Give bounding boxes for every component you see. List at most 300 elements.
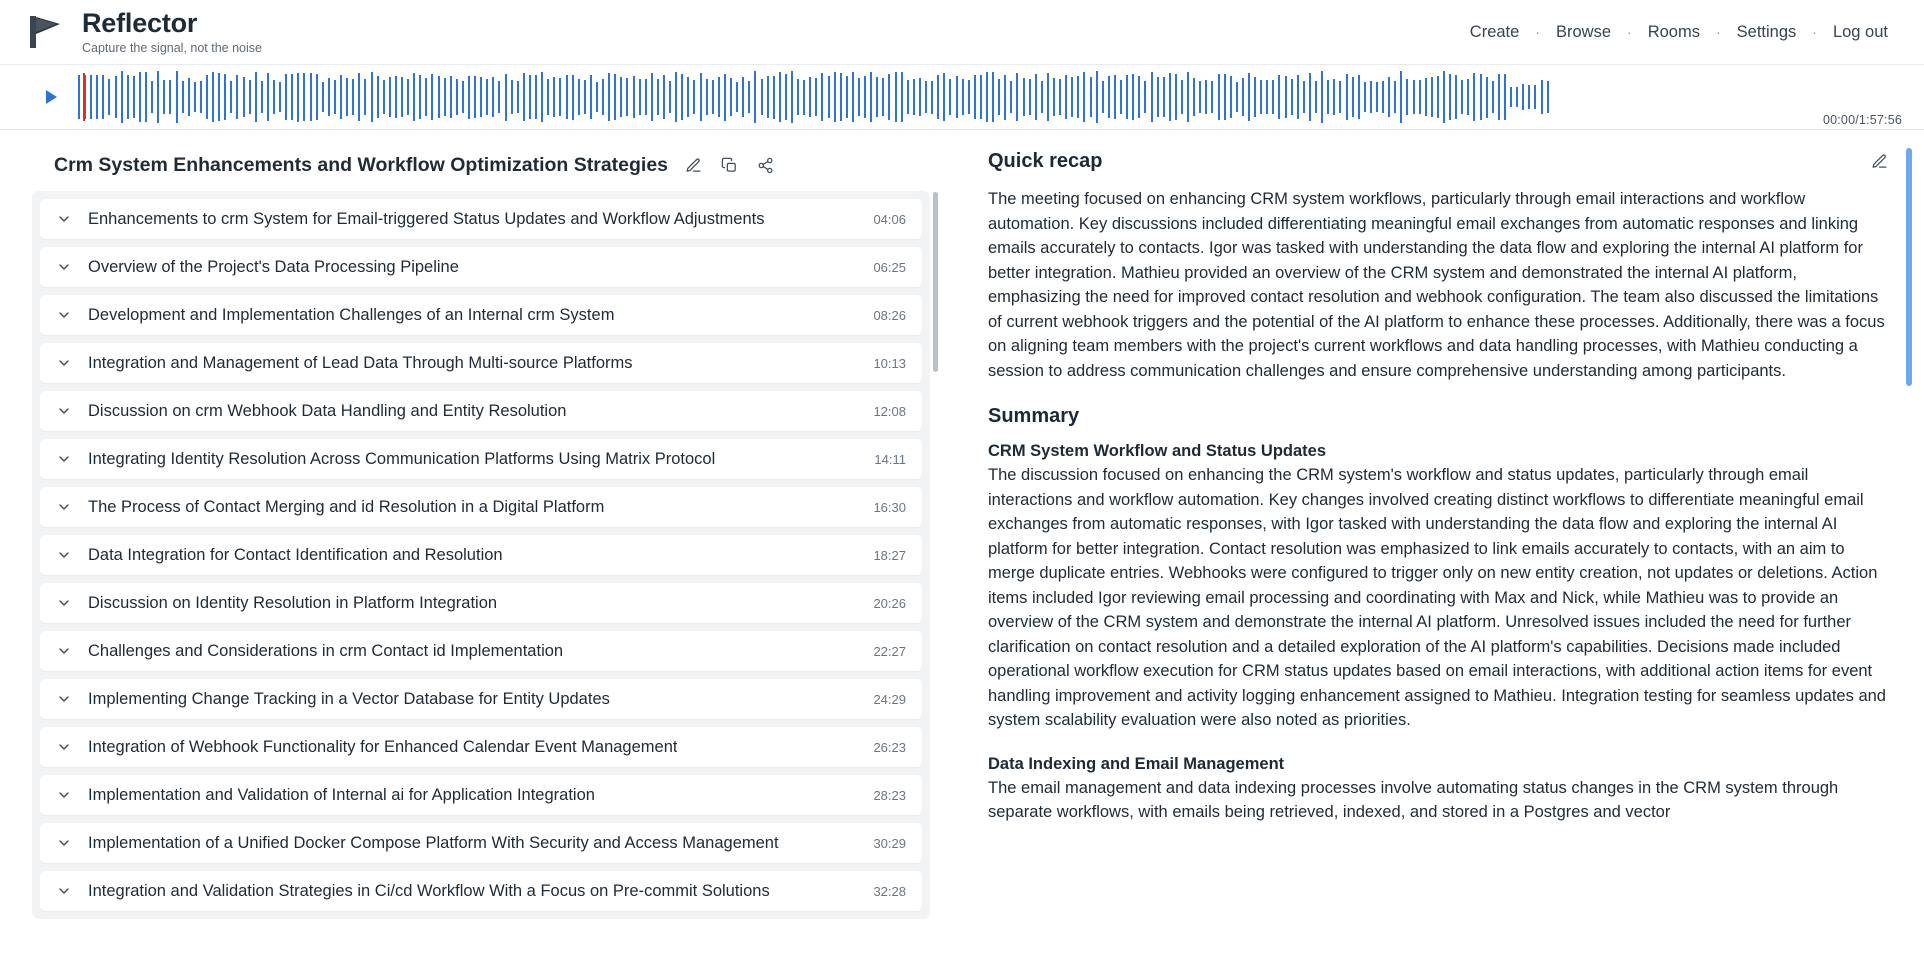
chapter-timestamp: 22:27 bbox=[873, 643, 906, 659]
waveform-bar bbox=[931, 81, 933, 114]
summary-section-text: The discussion focused on enhancing the CRM system's workflow and status updates, particularly through email interactions and workflow automation. Key changes involved creating distinct workflows to differentiate meaningful email exchanges from automatic responses, with Igor tasked with understanding the data flow and exploring the internal AI platform for better integration. Contact resolution was emphasized to link emails accurately to contacts, with an aim to merge duplicate entries. Webhooks were configured to trigger only on new entity creation, not updates or deletions. Action items included Igor reviewing email processing and coordinating with Max and Nick, while Mathieu was to provide an overview of the CRM system and demonstrate the internal AI platform. Unresolved issues included the need for further clarification on contact resolution and a detailed exploration of the AI platform's capabilities. Decisions made included operational workflow execution for CRM status updates based on email interactions, with additional action items for event handling improvement and activity logging enhancement assigned to Mathieu. Integration testing for seamless updates and system scalability evaluation were also noted as priorities. bbox=[988, 466, 1886, 729]
chapter-label: Implementation of a Unified Docker Compose Platform With Security and Access Management bbox=[88, 833, 779, 852]
chapter-label: Implementation and Validation of Internal ai for Application Integration bbox=[88, 785, 595, 804]
waveform-bar bbox=[139, 72, 141, 121]
waveform-bar bbox=[188, 78, 190, 116]
waveform-bar bbox=[736, 82, 738, 112]
waveform-bar bbox=[1041, 81, 1043, 113]
waveform-bar bbox=[364, 79, 366, 116]
waveform-bar bbox=[1242, 78, 1244, 117]
waveform-bar bbox=[1504, 74, 1506, 120]
waveform-bar bbox=[346, 78, 348, 116]
waveform-bar bbox=[1467, 79, 1469, 115]
waveform-bar bbox=[358, 73, 360, 120]
waveform-bar bbox=[163, 80, 165, 115]
chapter-label: Implementing Change Tracking in a Vector Database for Entity Updates bbox=[88, 689, 610, 708]
nav-separator: · bbox=[1627, 24, 1632, 40]
waveform-bar bbox=[1547, 81, 1549, 114]
waveform-bar bbox=[1406, 79, 1408, 116]
chapter-timestamp: 12:08 bbox=[873, 403, 906, 419]
waveform-bar bbox=[626, 78, 628, 116]
waveform-bar bbox=[1053, 78, 1055, 116]
chapter-label: Integration and Validation Strategies in Ci/cd Workflow With a Focus on Pre-commit Solutions bbox=[88, 881, 770, 900]
chapter-row[interactable] bbox=[40, 775, 922, 815]
waveform-bar bbox=[1339, 81, 1341, 113]
chapters-pane bbox=[0, 130, 952, 964]
chevron-down-icon[interactable] bbox=[54, 737, 74, 757]
waveform-bar bbox=[1108, 76, 1110, 119]
chapter-row[interactable] bbox=[40, 487, 922, 527]
waveform-bar bbox=[1413, 80, 1415, 113]
waveform-bar bbox=[505, 74, 507, 121]
chapter-timestamp: 30:29 bbox=[873, 835, 906, 851]
waveform-bar bbox=[1419, 80, 1421, 115]
waveform-bar bbox=[693, 80, 695, 114]
waveform-bar bbox=[773, 76, 775, 119]
chapter-row[interactable] bbox=[40, 727, 922, 767]
waveform-bar bbox=[474, 76, 476, 118]
waveform-bar bbox=[846, 76, 848, 117]
waveform-bar bbox=[90, 75, 92, 119]
waveform-bar bbox=[1248, 73, 1250, 121]
waveform-bar bbox=[273, 80, 275, 113]
waveform-bar bbox=[1083, 72, 1085, 123]
chapter-timestamp: 08:26 bbox=[873, 307, 906, 323]
main-nav bbox=[1464, 21, 1894, 44]
chevron-down-icon[interactable] bbox=[54, 401, 74, 421]
waveform-bar bbox=[651, 73, 653, 122]
waveform-bar bbox=[1205, 80, 1207, 115]
waveform-bar bbox=[1492, 81, 1494, 113]
waveform-bar bbox=[115, 76, 117, 118]
chapter-timestamp: 28:23 bbox=[873, 787, 906, 803]
chapter-row[interactable] bbox=[40, 295, 922, 335]
chapter-row[interactable] bbox=[40, 391, 922, 431]
summary-heading: Summary bbox=[988, 405, 1080, 427]
chapter-row[interactable] bbox=[40, 439, 922, 479]
waveform-bar bbox=[285, 74, 287, 120]
chapter-timestamp: 10:13 bbox=[873, 355, 906, 371]
chevron-down-icon[interactable] bbox=[54, 689, 74, 709]
chevron-down-icon[interactable] bbox=[54, 593, 74, 613]
waveform-bar bbox=[1181, 80, 1183, 114]
waveform-bar bbox=[858, 78, 860, 117]
waveform-bar bbox=[925, 81, 927, 112]
waveform-bar bbox=[310, 73, 312, 121]
chevron-down-icon[interactable] bbox=[54, 881, 74, 901]
app-header bbox=[0, 0, 1924, 64]
chevron-down-icon[interactable] bbox=[54, 449, 74, 469]
waveform-bar bbox=[425, 78, 427, 116]
waveform-bar bbox=[121, 71, 123, 123]
waveform-bar bbox=[949, 79, 951, 114]
waveform-bar bbox=[1144, 81, 1146, 112]
waveform-bar bbox=[901, 72, 903, 121]
waveform-bar bbox=[1157, 77, 1159, 118]
waveform-bar bbox=[1394, 81, 1396, 112]
waveform-bar bbox=[888, 74, 890, 120]
waveform-bar bbox=[1059, 79, 1061, 115]
waveform-bar bbox=[1169, 73, 1171, 121]
chapter-timestamp: 32:28 bbox=[873, 883, 906, 899]
waveform-bar bbox=[267, 73, 269, 121]
waveform-bar bbox=[895, 72, 897, 122]
waveform-bar bbox=[840, 73, 842, 120]
chapter-label: Discussion on Identity Resolution in Platform Integration bbox=[88, 593, 498, 612]
waveform-bar bbox=[1388, 77, 1390, 118]
waveform-bar bbox=[992, 72, 994, 122]
chapter-label: Overview of the Project's Data Processing Pipeline bbox=[88, 257, 459, 276]
chapter-label: The Process of Contact Merging and id Resolution in a Digital Platform bbox=[88, 497, 605, 516]
waveform-bar bbox=[1327, 80, 1329, 113]
chapter-row[interactable] bbox=[40, 199, 922, 239]
waveform-bar bbox=[974, 75, 976, 118]
chapter-label: Development and Implementation Challenges of an Internal crm System bbox=[88, 305, 615, 324]
waveform-bar bbox=[108, 79, 110, 116]
waveform-bar bbox=[194, 82, 196, 113]
waveform-bar bbox=[834, 72, 836, 123]
waveform-bar bbox=[1382, 81, 1384, 114]
waveform-bar bbox=[389, 77, 391, 117]
audio-player-bar bbox=[0, 64, 1924, 130]
waveform-bar bbox=[1199, 81, 1201, 113]
summary-section-heading: CRM System Workflow and Status Updates bbox=[988, 442, 1327, 460]
waveform-bar bbox=[584, 80, 586, 114]
waveform-bar bbox=[243, 77, 245, 118]
share-icon[interactable] bbox=[754, 155, 776, 177]
waveform-bar bbox=[1218, 74, 1220, 121]
waveform-bar bbox=[876, 77, 878, 117]
brand-block bbox=[82, 9, 262, 54]
waveform-bar bbox=[943, 73, 945, 121]
waveform-bar bbox=[407, 79, 409, 116]
summary-section-text: The email management and data indexing processes involve automating status changes in the CRM system through separate workflows, with emails being retrieved, indexed, and stored in a Postgres and vector bbox=[988, 778, 1839, 821]
timecode-label: 00:00/1:57:56 bbox=[1822, 113, 1902, 127]
chapter-row[interactable] bbox=[40, 679, 922, 719]
waveform-bar bbox=[907, 80, 909, 114]
chapter-row[interactable] bbox=[40, 535, 922, 575]
chapter-row[interactable] bbox=[40, 583, 922, 623]
chapter-list[interactable] bbox=[32, 191, 930, 919]
waveform-bar bbox=[462, 81, 464, 113]
waveform-bar bbox=[303, 73, 305, 121]
waveform-bar bbox=[230, 81, 232, 112]
waveform-bar bbox=[602, 79, 604, 115]
waveform-bar bbox=[383, 80, 385, 114]
waveform-bar bbox=[913, 79, 915, 114]
waveform-bar bbox=[1224, 74, 1226, 121]
chapter-timestamp: 26:23 bbox=[873, 739, 906, 755]
chevron-down-icon[interactable] bbox=[54, 545, 74, 565]
waveform-bar bbox=[1090, 77, 1092, 117]
quick-recap-text: The meeting focused on enhancing CRM system workflows, particularly through email interactions and workflow automation. Key discussions included differentiating meaningful email exchanges from automatic responses and linking emails accurately to contacts. Igor was tasked with understanding the data flow and exploring the internal AI platform for better integration. Mathieu provided an overview of the CRM system and demonstrated the internal AI platform, emphasizing the need for improved contact resolution and webhook configuration. The team also discussed the limitations of current webhook triggers and the potential of the AI platform to enhance these processes. Additionally, there was a focus on aligning team members with the project's current workflows and data handling processes, with Mathieu conducting a session to address communication challenges and ensure comprehensive understanding among participants. bbox=[988, 190, 1885, 380]
waveform-bar bbox=[1541, 80, 1543, 115]
chapter-timestamp: 16:30 bbox=[873, 499, 906, 515]
waveform-bar bbox=[620, 77, 622, 117]
chapter-row[interactable] bbox=[40, 343, 922, 383]
waveform-bar bbox=[578, 79, 580, 114]
chevron-down-icon[interactable] bbox=[54, 305, 74, 325]
waveform-bar bbox=[1071, 77, 1073, 117]
waveform-bar bbox=[706, 79, 708, 115]
waveform-bar bbox=[523, 73, 525, 122]
waveform-bar bbox=[1376, 82, 1378, 112]
waveform-bar bbox=[200, 81, 202, 113]
waveform-bar bbox=[224, 74, 226, 120]
waveform-bar bbox=[608, 73, 610, 120]
waveform-bar bbox=[176, 71, 178, 123]
waveform-bar bbox=[133, 76, 135, 118]
waveform-bar bbox=[718, 77, 720, 117]
waveform-bar bbox=[1437, 76, 1439, 117]
chapter-timestamp: 20:26 bbox=[873, 595, 906, 611]
waveform-bar bbox=[998, 79, 1000, 114]
chapter-label: Enhancements to crm System for Email-triggered Status Updates and Workflow Adjustments bbox=[88, 209, 765, 228]
summary-section-heading: Data Indexing and Email Management bbox=[988, 754, 1285, 773]
waveform-bar bbox=[1096, 71, 1098, 123]
waveform-bar bbox=[1309, 73, 1311, 122]
brand-title: Reflector bbox=[82, 8, 198, 39]
copy-icon[interactable] bbox=[718, 155, 740, 177]
waveform-bar bbox=[590, 75, 592, 119]
waveform-bar bbox=[1443, 71, 1445, 123]
waveform-bar bbox=[1077, 76, 1079, 118]
waveform-bar bbox=[401, 77, 403, 116]
waveform-bar bbox=[316, 74, 318, 120]
waveform-bar bbox=[1236, 82, 1238, 112]
waveform-bar bbox=[297, 73, 299, 122]
chapter-label: Data Integration for Contact Identification and Resolution bbox=[88, 545, 503, 564]
chevron-down-icon[interactable] bbox=[54, 353, 74, 373]
waveform-bar bbox=[486, 79, 488, 116]
waveform-bar bbox=[1364, 82, 1366, 113]
waveform-bar bbox=[145, 72, 147, 122]
waveform-bar bbox=[1534, 85, 1536, 110]
waveform-bar bbox=[377, 76, 379, 118]
waveform-bar bbox=[937, 75, 939, 120]
chapters-scrollbar-thumb[interactable] bbox=[933, 192, 938, 372]
waveform-bar bbox=[809, 77, 811, 118]
waveform-bar bbox=[815, 78, 817, 117]
chevron-down-icon[interactable] bbox=[54, 209, 74, 229]
waveform-bar bbox=[535, 75, 537, 119]
waveform-bar bbox=[371, 72, 373, 121]
waveform-bar bbox=[1266, 80, 1268, 115]
waveform-bar bbox=[870, 72, 872, 122]
waveform-bar bbox=[1016, 73, 1018, 121]
chapter-row[interactable] bbox=[40, 823, 922, 863]
waveform-bar bbox=[566, 75, 568, 119]
waveform-bar bbox=[261, 81, 263, 113]
waveform-bar bbox=[511, 80, 513, 115]
waveform-bar bbox=[218, 73, 220, 121]
chevron-down-icon[interactable] bbox=[54, 257, 74, 277]
waveform-bar bbox=[1151, 72, 1153, 122]
waveform-bar bbox=[1370, 81, 1372, 112]
waveform-bar bbox=[127, 75, 129, 120]
waveform-bar bbox=[322, 82, 324, 113]
waveform-bar bbox=[102, 75, 104, 118]
summary-scrollbar-thumb[interactable] bbox=[1906, 148, 1912, 386]
waveform-bar bbox=[1175, 74, 1177, 121]
waveform-bar bbox=[633, 76, 635, 117]
waveform-bar bbox=[1449, 74, 1451, 120]
waveform-bar bbox=[1315, 81, 1317, 113]
waveform-bar bbox=[340, 75, 342, 120]
waveform-bar bbox=[480, 77, 482, 117]
chapter-label: Integration and Management of Lead Data Through Multi-source Platforms bbox=[88, 353, 633, 372]
waveform-bar bbox=[1297, 75, 1299, 120]
chevron-down-icon[interactable] bbox=[54, 833, 74, 853]
waveform-bar bbox=[852, 72, 854, 122]
summary-scrollbar[interactable] bbox=[1906, 148, 1912, 908]
waveform-bar bbox=[724, 74, 726, 121]
waveform-bar bbox=[1291, 79, 1293, 116]
waveform-bar bbox=[78, 75, 80, 119]
waveform-bar bbox=[1486, 77, 1488, 118]
waveform-bar bbox=[395, 76, 397, 119]
waveform-bar bbox=[956, 76, 958, 118]
waveform-bar bbox=[1346, 74, 1348, 119]
waveform-bar bbox=[450, 76, 452, 119]
waveform-bar bbox=[1333, 79, 1335, 115]
waveform-bar bbox=[1303, 81, 1305, 114]
waveform-bar bbox=[1035, 74, 1037, 119]
waveform-bar bbox=[1120, 80, 1122, 114]
waveform-bar bbox=[206, 75, 208, 120]
waveform-bar bbox=[639, 79, 641, 115]
nav-item-settings[interactable]: Settings bbox=[1736, 22, 1797, 41]
waveform-bar bbox=[498, 81, 500, 113]
waveform-bar bbox=[1211, 81, 1213, 112]
waveform-bar bbox=[547, 79, 549, 115]
waveform-bar bbox=[1516, 87, 1518, 108]
waveform[interactable] bbox=[78, 69, 1902, 125]
waveform-bar bbox=[700, 73, 702, 121]
waveform-bar bbox=[785, 74, 787, 120]
waveform-bar bbox=[742, 77, 744, 116]
waveform-bar bbox=[767, 76, 769, 119]
waveform-bar bbox=[962, 79, 964, 115]
chevron-down-icon[interactable] bbox=[54, 785, 74, 805]
waveform-bar bbox=[1010, 81, 1012, 114]
app-logo-icon bbox=[26, 12, 68, 52]
waveform-bar bbox=[1138, 76, 1140, 119]
waveform-bar bbox=[413, 73, 415, 122]
waveform-bar bbox=[821, 73, 823, 120]
waveform-bar bbox=[468, 76, 470, 119]
waveform-bar bbox=[492, 77, 494, 117]
nav-item-create[interactable]: Create bbox=[1469, 22, 1520, 41]
nav-separator: · bbox=[1812, 24, 1817, 40]
waveform-bar bbox=[797, 79, 799, 115]
waveform-bar bbox=[352, 79, 354, 116]
waveform-bar bbox=[212, 72, 214, 122]
waveform-bar bbox=[559, 78, 561, 117]
waveform-bar bbox=[882, 78, 884, 115]
nav-item-rooms[interactable]: Rooms bbox=[1647, 22, 1700, 41]
waveform-bar bbox=[1132, 74, 1134, 121]
waveform-bar bbox=[980, 75, 982, 119]
waveform-bar bbox=[1522, 84, 1524, 110]
waveform-bar bbox=[657, 79, 659, 115]
waveform-bar bbox=[1126, 75, 1128, 118]
quick-recap-heading: Quick recap bbox=[988, 150, 1103, 172]
chapter-timestamp: 14:11 bbox=[874, 451, 906, 467]
waveform-bar bbox=[803, 80, 805, 115]
waveform-bar bbox=[151, 81, 153, 113]
waveform-bar bbox=[1004, 75, 1006, 120]
waveform-bar bbox=[541, 72, 543, 123]
waveform-bar bbox=[748, 81, 750, 113]
waveform-bar bbox=[791, 71, 793, 122]
waveform-bar bbox=[1278, 75, 1280, 118]
waveform-bar bbox=[1455, 75, 1457, 118]
nav-item-browse[interactable]: Browse bbox=[1556, 22, 1612, 41]
nav-separator: · bbox=[1715, 24, 1721, 40]
waveform-bar bbox=[1285, 76, 1287, 119]
chapter-row[interactable] bbox=[40, 247, 922, 287]
chapters-scrollbar[interactable] bbox=[933, 192, 938, 852]
waveform-bar bbox=[1114, 75, 1116, 119]
waveform-bar bbox=[236, 75, 238, 119]
waveform-bar bbox=[1065, 75, 1067, 119]
playhead-marker[interactable] bbox=[83, 73, 85, 121]
summary-pane bbox=[952, 130, 1924, 964]
waveform-bar bbox=[1480, 74, 1482, 121]
waveform-bar bbox=[1230, 76, 1232, 119]
waveform-bar bbox=[419, 75, 421, 118]
nav-item-logout[interactable]: Log out bbox=[1832, 22, 1888, 41]
chapter-row[interactable] bbox=[40, 871, 922, 911]
waveform-bar bbox=[1272, 80, 1274, 114]
chevron-down-icon[interactable] bbox=[54, 641, 74, 661]
waveform-bar bbox=[596, 82, 598, 112]
chapter-timestamp: 06:25 bbox=[873, 259, 906, 275]
waveform-bar bbox=[572, 75, 574, 120]
waveform-bar bbox=[645, 79, 647, 115]
waveform-bar bbox=[431, 74, 433, 120]
chapter-row[interactable] bbox=[40, 631, 922, 671]
waveform-bar bbox=[291, 74, 293, 120]
waveform-bar bbox=[1510, 87, 1512, 107]
pencil-icon[interactable] bbox=[682, 155, 704, 177]
chapter-label: Integration of Webhook Functionality for Enhanced Calendar Event Management bbox=[88, 737, 678, 756]
waveform-bar bbox=[169, 80, 171, 114]
chevron-down-icon[interactable] bbox=[54, 497, 74, 517]
chapter-timestamp: 04:06 bbox=[873, 211, 906, 227]
nav-separator: · bbox=[1535, 24, 1540, 40]
waveform-bar bbox=[334, 80, 336, 113]
waveform-bar bbox=[754, 71, 756, 123]
waveform-bar bbox=[669, 81, 671, 112]
waveform-bar bbox=[279, 82, 281, 113]
waveform-bar bbox=[438, 76, 440, 119]
waveform-bar bbox=[517, 81, 519, 114]
waveform-bar bbox=[864, 76, 866, 119]
play-icon[interactable] bbox=[38, 84, 64, 110]
waveform-bar bbox=[1528, 85, 1530, 109]
waveform-bar bbox=[1498, 74, 1500, 120]
waveform-bar bbox=[1431, 77, 1433, 117]
waveform-bar bbox=[1473, 73, 1475, 121]
pencil-icon[interactable] bbox=[1868, 150, 1890, 172]
waveform-bar bbox=[1321, 71, 1323, 123]
waveform-bar bbox=[968, 80, 970, 114]
waveform-bar bbox=[779, 72, 781, 122]
waveform-bar bbox=[761, 79, 763, 115]
waveform-bar bbox=[687, 77, 689, 117]
